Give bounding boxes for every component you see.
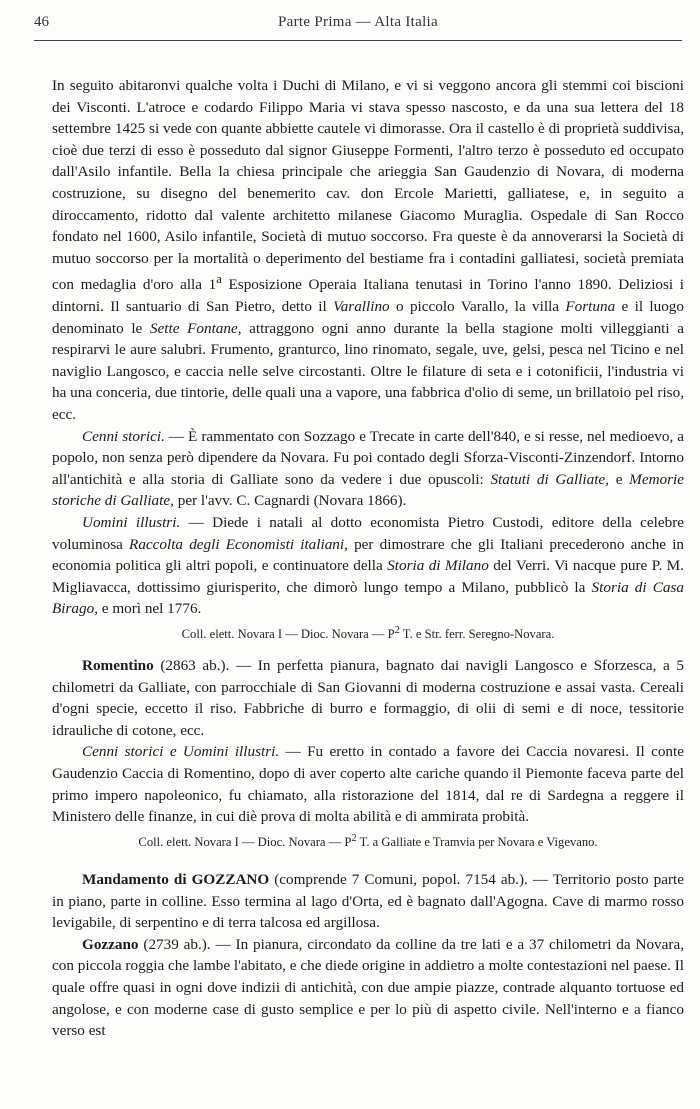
page-number: 46 — [34, 14, 49, 30]
footnote-romentino: Coll. elett. Novara I — Dioc. Novara — $P^2$ T. a Galliate e Tramvia per Novara e Vigevano. — [138, 832, 598, 850]
paragraph-galliate-description: In seguito abitaronvi qualche volta i Duchi di Milano, e vi si veggono ancora gli stemmi coi biscioni dei Visconti. L'atroce e codardo Filippo Maria vi stava spesso nascosto, e da una sua lettera del 18 settembre 1425 si vede con quante abbiette cautele vi dimorasse. Ora il castello è di proprietà suddivisa, cioè due terzi di esso è posseduto dal signor Giuseppe Formenti, l'altro terzo è posseduto ed occupato dall'Asilo infantile. Bella la chiesa principale che arieggia San Gaudenzio di Novara, di moderna costruzione, su disegno del benemerito cav. don Ercole Marietti, galliatese, e, in seguito a diroccamento, ridotto dal valente architetto milanese Giacomo Muraglia. Ospedale di San Rocco fondato nel 1600, Asilo infantile, Società di mutuo soccorso. Fra queste è da annoverarsi la Società di mutuo soccorso per la mortalità o deperimento del bestiame fra i contadini galliatesi, società premiata con medaglia d'oro alla 1$^a$ Esposizione Operaia Italiana tenutasi in Torino l'anno 1890. Deliziosi i dintorni. Il santuario di San Pietro, detto il Varallino o piccolo Varallo, la villa Fortuna e il luogo denominato le Sette Fontane, attraggono ogni anno durante la bella stagione molti villeggianti a respirarvi le aure salubri. Frumento, granturco, lino rinomato, segale, uve, gelsi, pesca nel Ticino e nel naviglio Langosco, e caccia nelle selve circostanti. Oltre le filature di seta e i cotonificii, l'industria vi ha una conceria, due tintorie, delle quali una a vapore, una fabbrica d'olio di seme, un brillatoio pel riso, ecc. — [52, 77, 685, 423]
heading-mandamento-gozzano: Mandamento di GOZZANO — [82, 871, 270, 889]
paragraph-romentino: Romentino (2863 ab.). — In perfetta pianura, bagnato dai navigli Langosco e Sforzesca, a 5 chilometri da Galliate, con parrocchiale di San Giovanni di moderna costruzione e assai vasta. Cereali d'ogni specie, eccetto il riso. Fabbriche di burro e formaggio, di olii di semi e di noce, tessitorie idrauliche di cotone, ecc. — [52, 657, 684, 739]
page-body — [52, 75, 684, 1042]
paragraph-mandamento-gozzano: Mandamento di GOZZANO (comprende 7 Comuni, popol. 7154 ab.). — Territorio posto parte in piano, parte in colline. Esso termina al lago d'Orta, ed è bagnato dall'Agogna. Cave di marmo rosso levigabile, di serpentino e di terra talcosa ed argillosa. — [52, 871, 684, 932]
page-header — [34, 14, 682, 36]
paragraph-cenni-storici: Cenni storici. — È rammentato con Sozzago e Trecate in carte dell'840, e si resse, nel medioevo, a popolo, non senza però dipendere da Novara. Fu poi contado degli Sforza-Visconti-Zinzendorf. Intorno all'antichità e alla storia di Galliate sono da vedere i due opuscoli: Statuti di Galliate, e Memorie storiche di Galliate, per l'avv. C. Cagnardi (Novara 1866). — [52, 427, 684, 510]
paragraph-uomini-illustri: Uomini illustri. — Diede i natali al dotto economista Pietro Custodi, editore della celebre voluminosa Raccolta degli Economisti italiani, per dimostrare che gli Italiani precederono anche in economia politica gli altri popoli, e continuatore della Storia di Milano del Verri. Vi nacque pure P. M. Migliavacca, dottissimo giurisperito, che dimorò lungo tempo a Milano, pubblicò la Storia di Casa Birago, e morì nel 1776. — [52, 513, 685, 618]
heading-romentino: Romentino — [82, 657, 154, 675]
paragraph-romentino-storia: Cenni storici e Uomini illustri. — Fu eretto in contado a favore dei Caccia novaresi. Il conte Gaudenzio Caccia di Romentino, dopo di aver coperto alte cariche quando il Piemonte faceva parte del primo impero napoleonico, fu chiamato, alla ristorazione del 1814, dal re di Sardegna a reggere il Ministero delle finanze, in cui diè prova di molta abilità e di ammirata probità. — [52, 743, 684, 826]
running-title: Parte Prima — Alta Italia — [278, 14, 438, 30]
footnote-galliate: Coll. elett. Novara I — Dioc. Novara — $P^2$ T. e Str. ferr. Seregno-Novara. — [181, 624, 555, 642]
header-rule — [34, 40, 682, 41]
heading-gozzano: Gozzano — [82, 935, 139, 953]
paragraph-gozzano: Gozzano (2739 ab.). — In pianura, circondato da colline da tre lati e a 37 chilometri da Novara, con piccola roggia che lambe l'abitato, e che diede origine in addietro a molte contestazioni nel paese. Il quale offre quasi in ogni dove indizii di antichità, con due ampie piazze, contrade alquanto tortuose ed angolose, e con moderne case di gusto semplice e per lo più di aspetto civile. Nell'interno e a fianco verso est — [52, 935, 684, 1040]
